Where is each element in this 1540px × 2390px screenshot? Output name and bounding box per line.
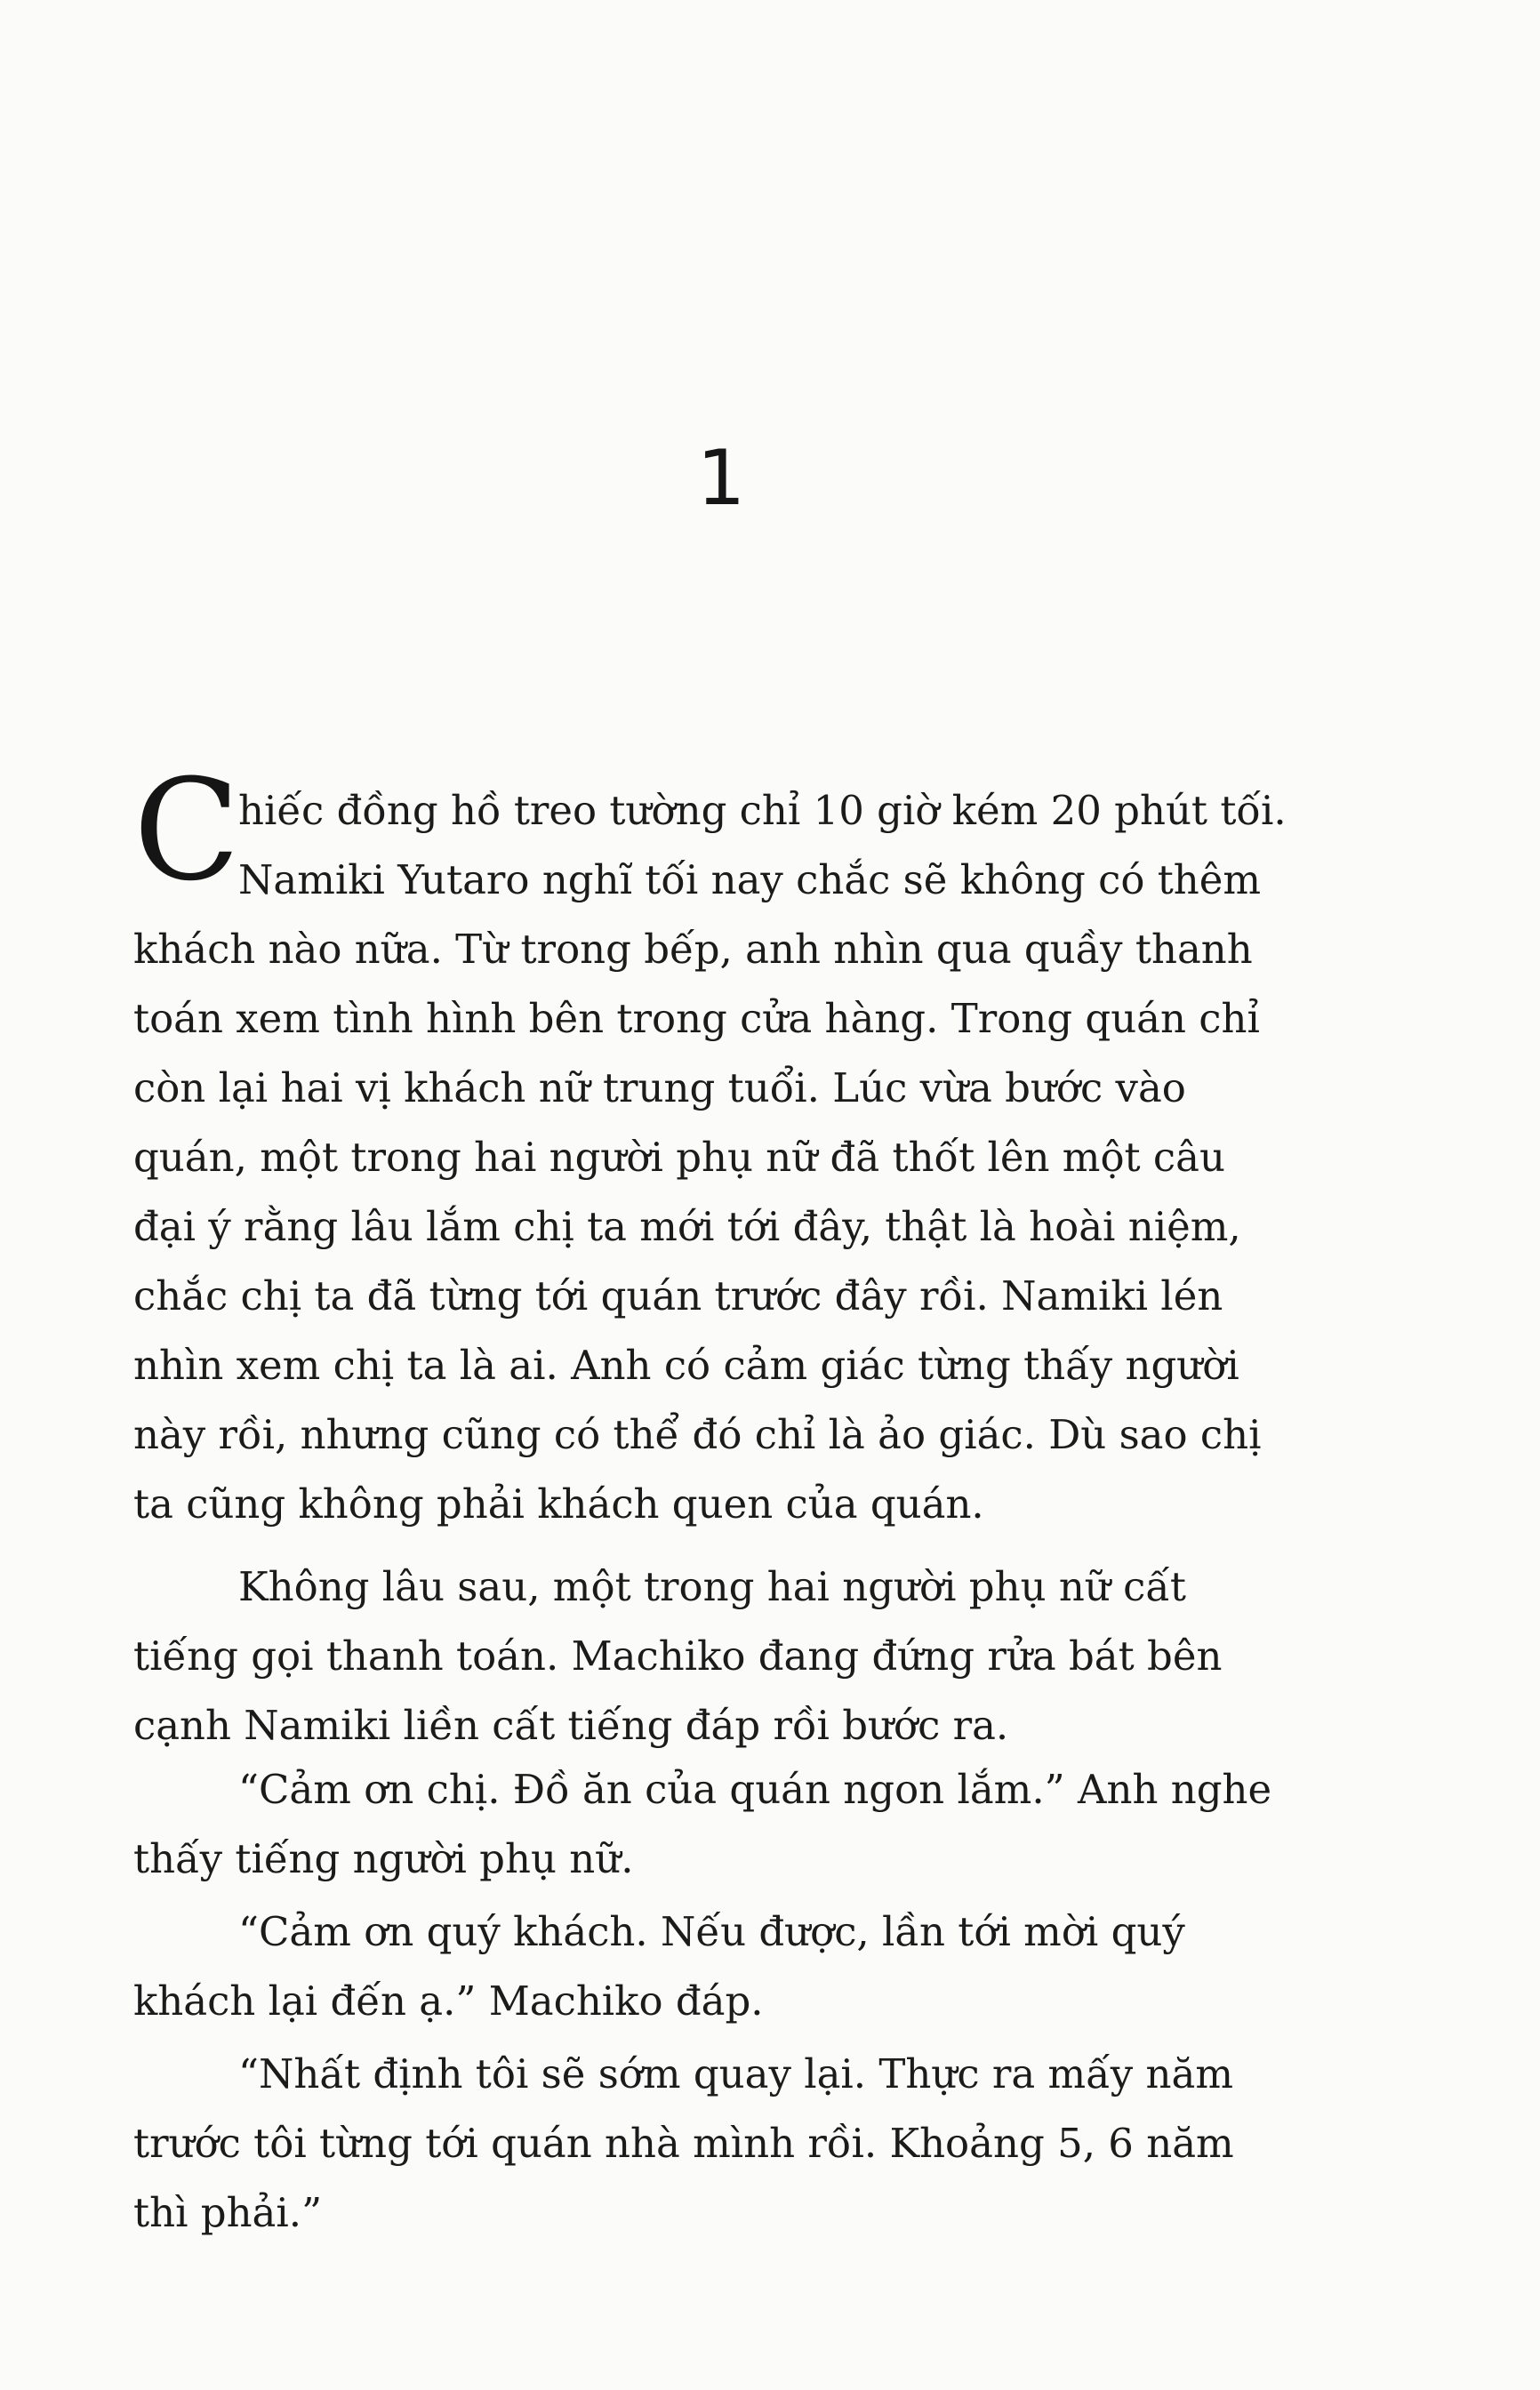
paragraph-line: này rồi, nhưng cũng có thể đó chỉ là ảo giác. Dù sao chị (133, 1411, 1262, 1458)
paragraph-line: ta cũng không phải khách quen của quán. (133, 1480, 984, 1528)
paragraph-line: quán, một trong hai người phụ nữ đã thốt lên một câu (133, 1134, 1225, 1181)
chapter-number: 1 (696, 434, 746, 523)
paragraph-line: thấy tiếng người phụ nữ. (133, 1835, 634, 1882)
paragraph-line: “Cảm ơn quý khách. Nếu được, lần tới mời quý (238, 1908, 1185, 1955)
paragraph-line: Không lâu sau, một trong hai người phụ nữ cất (238, 1563, 1187, 1610)
paragraph-line: Namiki Yutaro nghĩ tối nay chắc sẽ không có thêm (238, 856, 1262, 903)
paragraph-line: chắc chị ta đã từng tới quán trước đây rồi. Namiki lén (133, 1272, 1223, 1319)
paragraph-line: thì phải.” (133, 2189, 323, 2236)
paragraph-line: tiếng gọi thanh toán. Machiko đang đứng rửa bát bên (133, 1632, 1223, 1680)
paragraph-line: hiếc đồng hồ treo tường chỉ 10 giờ kém 20 phút tối. (238, 787, 1287, 834)
paragraph-line: cạnh Namiki liền cất tiếng đáp rồi bước ra. (133, 1702, 1009, 1749)
paragraph-thanks (133, 1755, 1307, 1894)
paragraph-line: “Cảm ơn chị. Đồ ăn của quán ngon lắm.” Anh nghe (238, 1766, 1272, 1813)
paragraph-line: “Nhất định tôi sẽ sớm quay lại. Thực ra mấy năm (238, 2050, 1234, 2097)
paragraph-line: đại ý rằng lâu lắm chị ta mới tới đây, thật là hoài niệm, (133, 1203, 1241, 1250)
paragraph-line: khách lại đến ạ.” Machiko đáp. (133, 1977, 764, 2025)
paragraph-return (133, 2040, 1307, 2248)
drop-cap-letter: C (133, 750, 241, 912)
paragraph-line: còn lại hai vị khách nữ trung tuổi. Lúc vừa bước vào (133, 1064, 1186, 1111)
paragraph-line: nhìn xem chị ta là ai. Anh có cảm giác từng thấy người (133, 1342, 1239, 1389)
paragraph-opening (133, 776, 1307, 1539)
paragraph-line: khách nào nữa. Từ trong bếp, anh nhìn qua quầy thanh (133, 926, 1253, 973)
paragraph-payment (133, 1552, 1307, 1760)
paragraph-reply (133, 1897, 1307, 2036)
paragraph-line: trước tôi từng tới quán nhà mình rồi. Khoảng 5, 6 năm (133, 2120, 1234, 2167)
paragraph-line: toán xem tình hình bên trong cửa hàng. Trong quán chỉ (133, 995, 1260, 1042)
